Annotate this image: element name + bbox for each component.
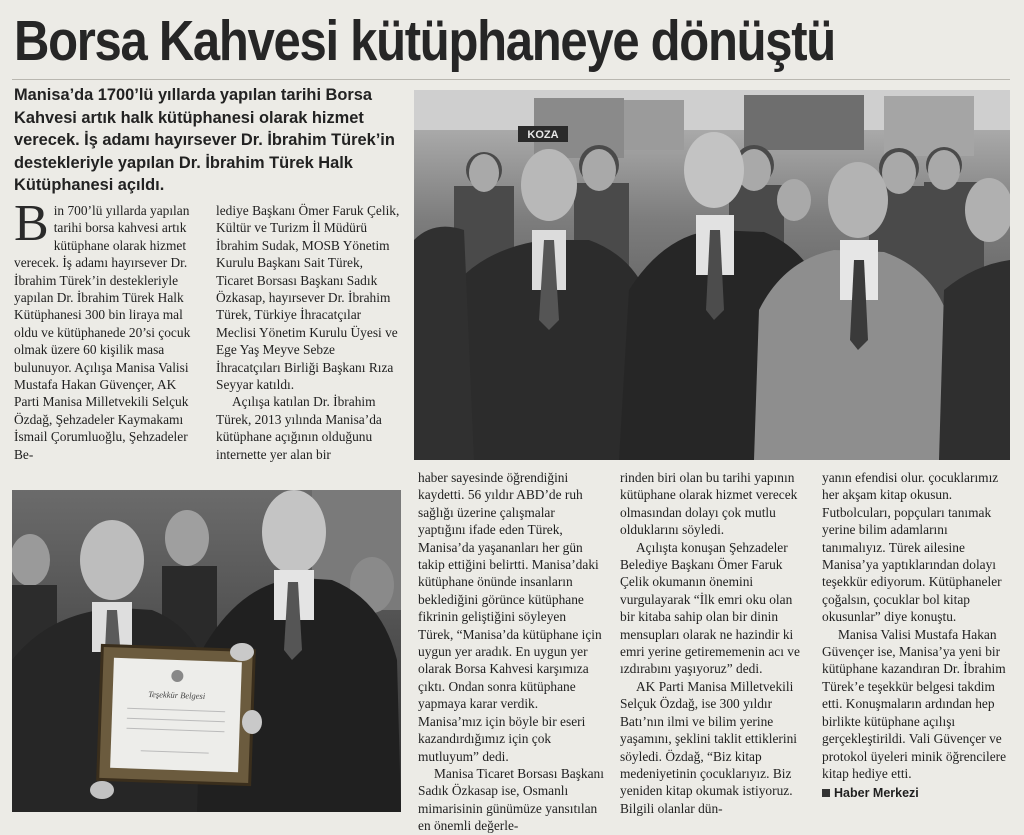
body-column-3	[418, 469, 604, 835]
body-paragraph: rinden biri olan bu tarihi yapının kütüphane olarak hizmet verecek olmasından dolayı çok mutlu olduklarını söyledi.	[620, 470, 798, 538]
koza-sign-text: KOZA	[527, 129, 559, 141]
body-column-4	[620, 469, 810, 817]
byline-text: Haber Merkezi	[834, 786, 919, 801]
body-column-1	[14, 195, 202, 463]
body-paragraph: Açılışa katılan Dr. İbrahim Türek, 2013 yılında Manisa’da kütüphane açığının olduğunu internette yer alan bir	[216, 394, 382, 462]
headline: Borsa Kahvesi kütüphaneye dönüştü	[14, 9, 835, 73]
body-paragraph: lediye Başkanı Ömer Faruk Çelik, Kültür ve Turizm İl Müdürü İbrahim Sudak, MOSB Yönetim Kurulu Başkanı Sait Türek, Ticaret Borsası Başkanı Sadık Özkasap, hayırsever Dr. İbrahim Türek, Türkiye İhracatçılar Meclisi Yönetim Kurulu Üyesi ve Ege Yaş Meyve Sebze İhracatçıları Birliği Başkanı Rıza Seyyar katıldı.	[216, 203, 400, 393]
body-paragraph: Manisa Valisi Mustafa Hakan Güvençer ise, Manisa’ya yeni bir kütüphane kazandıran Dr. İbrahim Türek’e teşekkür belgesi takdim etti. Konuşmaların ardından hep birlikte kütüphane açılışı gerçekleştirildi. Vali Güvençer ve protokol üyeleri minik öğrencilere kitap hediye etti.	[822, 626, 1007, 781]
body-paragraph: haber sayesinde öğrendiğini kaydetti. 56 yıldır ABD’de ruh sağlığı üzerine çalışmalar yaptığını ifade eden Türek, Manisa’da yaşananları her gün takip ettiğini belirtti. Manisa’daki kütüphane önünde insanların beklediğini görünce kütüphane fikrinin geliştiğini söyleyen Türek, “Manisa’da kütüphane için uygun yer aradık. En uygun yer olarak Borsa Kahvesi karşımıza çıktı. Ondan sonra kütüphane yapmaya karar verdik. Manisa’mız için böyle bir eseri kazandırdığımız için çok mutluyum” dedi.	[418, 470, 602, 764]
body-paragraph: AK Parti Manisa Milletvekili Selçuk Özdağ, ise 300 yıldır Batı’nın ilmi ve bilim yerine yaşamını, şeklini taklit ettiklerini söyledi. Özdağ, “Biz kitap medeniyetinin çocuklarıyız. Biz yeniden kitap okumak istiyoruz. Bilgili olanlar dün-	[620, 678, 798, 816]
body-column-2	[216, 202, 402, 463]
body-paragraph: in 700’lü yıllarda yapılan tarihi borsa kahvesi artık kütüphane olarak hizmet verecek. İş adamı hayırsever Dr. İbrahim Türek’in destekleriyle yapılan Dr. İbrahim Türek Halk Kütüphanesi 300 bin liraya mal oldu ve kütüphanede 20’si çocuk olmak üzere 60 kişilik masa bulunuyor. Açılışa Manisa Valisi Mustafa Hakan Güvençer, AK Parti Manisa Milletvekili Selçuk Özdağ, Şehzadeler Kaymakamı İsmail Çorumluoğlu, Şehzadeler Be-	[14, 203, 191, 462]
byline	[822, 784, 1010, 802]
certificate-title-text: Teşekkür Belgesi	[148, 689, 206, 702]
drop-cap: B	[14, 195, 49, 252]
byline-square-icon	[822, 789, 830, 797]
body-paragraph: yanın efendisi olur. çocuklarımız her akşam kitap okusun. Futbolcuları, popçuları tanımak yerine bilim adamlarını tanımalıyız. Türek ailesine Manisa’ya yaptıklarından dolayı teşekkür ediyorum. Kütüphaneler çoğalsın, çocuklar bol kitap okusunlar” diye konuştu.	[822, 470, 1002, 625]
photo-certificate-image	[12, 490, 401, 812]
body-column-5	[822, 469, 1010, 803]
headline-rule	[12, 79, 1010, 80]
photo-opening-ceremony-image	[414, 90, 1010, 460]
body-paragraph: Manisa Ticaret Borsası Başkanı Sadık Özkasap ise, Osmanlı mimarisinin günümüze yansıtılan en önemli değerle-	[418, 765, 604, 834]
photo-certificate-presentation	[12, 490, 401, 812]
photo-opening-ceremony	[414, 90, 1010, 460]
lead-paragraph: Manisa’da 1700’lü yıllarda yapılan tarihi Borsa Kahvesi artık halk kütüphanesi olarak hizmet verecek. İş adamı hayırsever Dr. İbrahim Türek’in destekleriyle yapılan Dr. İbrahim Türek Halk Kütüphanesi açıldı.	[14, 86, 395, 195]
body-paragraph: Açılışta konuşan Şehzadeler Belediye Başkanı Ömer Faruk Çelik okumanın önemini vurgulayarak “İlk emri oku olan bir kitaba sahip olan bir dinin mensupları olarak ne hazindir ki emri yerine getirememenin acı ve ızdırabını yaşıyoruz” dedi.	[620, 539, 800, 677]
